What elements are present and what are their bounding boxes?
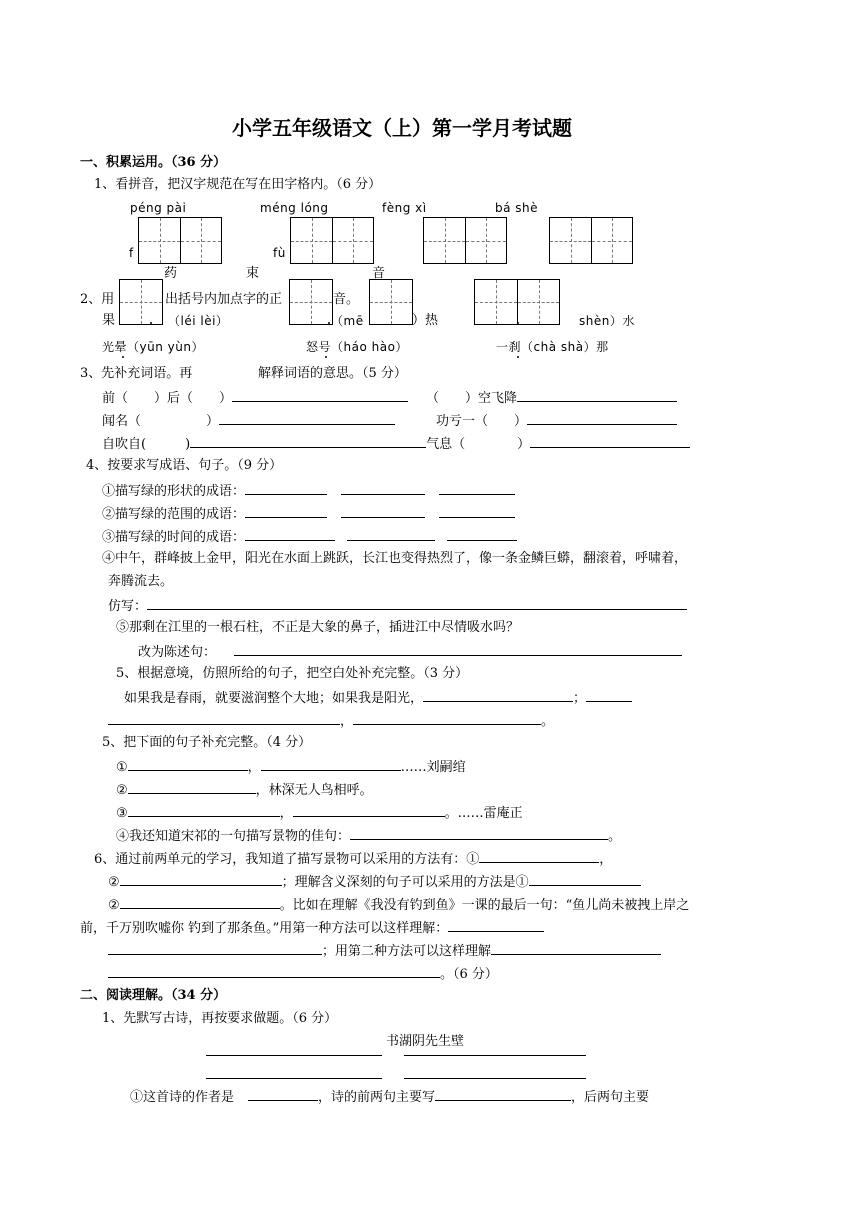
q5b-r3b: ， (279, 806, 293, 821)
q5b-prompt: 5、把下面的句子补充完整。（4 分） (102, 735, 312, 750)
q5b-r1a: ① (116, 760, 128, 775)
q4-chenshu (138, 643, 682, 661)
q6-l3b: 。比如在理解《我没有钓到鱼》一课的最后一句：“鱼儿尚未被拽上岸之 (279, 898, 690, 913)
fragment-shu: 束 (246, 266, 260, 281)
q6-line6 (108, 965, 498, 983)
tianzi-grid-8[interactable] (474, 279, 560, 325)
q4-blank-3b[interactable] (347, 528, 435, 541)
q5-blank-4[interactable] (353, 712, 541, 725)
q2-prompt-a: 2、用 (80, 292, 115, 307)
page-title: 小学五年级语文（上）第一学月考试题 (232, 116, 572, 140)
q4-item1-label: ①描写绿的形状的成语： (102, 484, 246, 499)
poem-line-2a[interactable] (206, 1078, 382, 1079)
q6-l4: 前，千万别吹嘘你 钓到了那条鱼。”用第一种方法可以这样理解： (80, 921, 449, 936)
q5-prompt: 5、根据意境，仿照所给的句子，把空白处补充完整。（3 分） (116, 666, 469, 681)
tianzi-grid-1[interactable] (138, 217, 222, 264)
tianzi-grid-6[interactable] (289, 279, 333, 325)
q6-l2a: ② (108, 875, 120, 890)
fragment-yao: 药 (164, 266, 178, 281)
q4-chenshu-label: 改为陈述句： (138, 645, 217, 660)
q6-l6: 。（6 分） (440, 967, 498, 982)
q5-line-text: 如果我是春雨，就要滋润整个大地；如果我是阳光， (124, 691, 424, 706)
q6-l1: 6、通过前两单元的学习，我知道了描写景物可以采用的方法有：① (94, 852, 480, 867)
s2-q1-prompt: 1、先默写古诗，再按要求做题。（6 分） (102, 1011, 338, 1026)
pinyin-f: f (129, 246, 134, 260)
tianzi-grid-4[interactable] (549, 217, 633, 264)
q5b-row2 (116, 781, 373, 799)
q3-r1a: 前（ ）后（ ） (102, 391, 233, 406)
s2-blank-2[interactable] (435, 1088, 571, 1101)
q5b-row3 (116, 804, 523, 822)
q5b-r3a: ③ (116, 806, 128, 821)
q6-blank-8[interactable] (108, 965, 440, 978)
q4-blank-1c[interactable] (439, 482, 515, 495)
q3-blank-1[interactable] (232, 389, 408, 402)
q4-blank-2b[interactable] (341, 505, 425, 518)
q2-dot-6 (517, 356, 519, 358)
q6-line4 (80, 919, 544, 937)
poem-line-1a[interactable] (206, 1055, 382, 1056)
q2-row1-b: （léi lèi） (168, 314, 229, 328)
q2-row1-d: ）热 (412, 313, 439, 328)
q5-blank-2[interactable] (586, 689, 632, 702)
q6-l2b: ；理解含义深刻的句子可以采用的方法是① (281, 875, 529, 890)
q5-period: 。 (541, 714, 555, 729)
q5b-blank-5[interactable] (293, 804, 445, 817)
q3-row3 (102, 435, 690, 453)
q6-l1end: ， (599, 852, 613, 867)
q2-row2-b: 怒号（háo hào） (306, 340, 408, 354)
q4-item1 (102, 482, 515, 500)
q6-line5 (108, 942, 661, 960)
q3-prompt-a: 3、先补充词语。再 (80, 366, 193, 381)
poem-line-2b[interactable] (404, 1078, 586, 1079)
q5b-r2b: ，林深无人鸟相呼。 (255, 783, 373, 798)
q4-blank-1a[interactable] (245, 482, 327, 495)
q3-row1 (102, 389, 408, 407)
q3-row2-right (436, 412, 677, 430)
q6-blank-3[interactable] (529, 873, 641, 886)
q5b-r4: ④我还知道宋祁的一句描写景物的佳句： (116, 829, 351, 844)
q2-dot-4 (122, 356, 124, 358)
q4-fangxie-blank[interactable] (147, 597, 687, 610)
q5b-blank-1[interactable] (128, 758, 248, 771)
s2-sub-b: ，诗的前两句主要写 (318, 1090, 436, 1105)
q2-row1-e: shèn）水 (579, 314, 635, 328)
q3-r2b: 功亏一（ ） (436, 414, 528, 429)
fragment-yin: 音 (372, 266, 386, 281)
q4-item3 (102, 528, 517, 546)
poem-title: 书湖阴先生壁 (386, 1034, 465, 1049)
q5b-r1b: ， (247, 760, 261, 775)
tianzi-grid-7[interactable] (369, 279, 413, 325)
q3-prompt-b: 解释词语的意思。（5 分） (258, 366, 407, 381)
q5b-row4 (116, 827, 621, 845)
q4-fangxie-label: 仿写： (108, 599, 148, 614)
q4-blank-2a[interactable] (245, 505, 327, 518)
q3-blank-6[interactable] (530, 435, 690, 448)
q3-blank-4[interactable] (527, 412, 677, 425)
q5b-r2a: ② (116, 783, 128, 798)
q5-line2 (108, 712, 554, 730)
q2-dot-3 (517, 322, 519, 324)
q4-blank-2c[interactable] (439, 505, 515, 518)
q6-l3a: ② (108, 898, 120, 913)
q2-dot-2 (328, 322, 330, 324)
q5-semi: ； (573, 691, 587, 706)
q4-item4b: 奔腾流去。 (108, 574, 174, 589)
q2-dot-5 (325, 356, 327, 358)
q3-row1-right (426, 389, 677, 407)
q3-r3b: 气息（ ） (426, 437, 531, 452)
q4-item5: ⑤那剩在江里的一根石柱，不正是大象的鼻子，插进江中尽情吸水吗？ (116, 620, 520, 635)
pinyin-4: bá shè (495, 201, 539, 215)
q4-item2-label: ②描写绿的范围的成语： (102, 507, 246, 522)
q4-blank-1b[interactable] (341, 482, 425, 495)
s2-q1-sub (130, 1088, 649, 1106)
q5b-blank-6[interactable] (350, 827, 608, 840)
q5b-row1 (116, 758, 466, 776)
pinyin-2: méng lóng (260, 201, 329, 215)
q3-r2a: 闻名（ ） (102, 414, 220, 429)
q4-prompt: 4、按要求写成语、句子。（9 分） (86, 458, 283, 473)
q5b-blank-3[interactable] (128, 781, 256, 794)
q5-comma: ， (340, 714, 354, 729)
q3-blank-2[interactable] (517, 389, 677, 402)
q5b-blank-4[interactable] (128, 804, 280, 817)
q3-row2 (102, 412, 395, 430)
q4-blank-3a[interactable] (245, 528, 335, 541)
q4-fangxie (108, 597, 687, 615)
q5-blank-3[interactable] (108, 712, 340, 725)
q6-line1 (94, 850, 612, 868)
q6-blank-4[interactable] (120, 896, 280, 909)
q6-line3 (108, 896, 689, 914)
tianzi-grid-2[interactable] (290, 217, 374, 264)
s2-sub-c: ，后两句主要 (571, 1090, 650, 1105)
pinyin-3: fèng xì (382, 201, 427, 215)
q6-l5: ；用第二种方法可以这样理解 (322, 944, 492, 959)
pinyin-fu: fù (273, 246, 286, 260)
pinyin-1: péng pài (130, 201, 187, 215)
q2-row2-c: 一刹（chà shà）那 (496, 340, 609, 354)
section-heading-1: 一、积累运用。（36 分） (80, 155, 227, 170)
q2-prompt-c: 音。 (333, 292, 360, 307)
q5-blank-1[interactable] (423, 689, 573, 702)
q2-prompt-b: 出括号内加点字的正 (165, 292, 283, 307)
q5b-r1c: ……刘嗣绾 (400, 760, 466, 775)
q3-blank-3[interactable] (219, 412, 395, 425)
q5b-blank-2[interactable] (261, 758, 401, 771)
section-heading-2: 二、阅读理解。（34 分） (80, 988, 227, 1003)
poem-line-1b[interactable] (404, 1055, 586, 1056)
q6-blank-2[interactable] (120, 873, 282, 886)
q5b-r4end: 。 (608, 829, 622, 844)
q4-item3-label: ③描写绿的时间的成语： (102, 530, 246, 545)
tianzi-grid-3[interactable] (423, 217, 507, 264)
s2-blank-1[interactable] (248, 1088, 318, 1101)
q6-blank-5[interactable] (448, 919, 544, 932)
q4-item4a: ④中午，群峰披上金甲，阳光在水面上跳跃，长江也变得热烈了，像一条金鳞巨蟒，翻滚着，呼啸着， (102, 551, 688, 566)
q6-line2 (108, 873, 641, 891)
q5-line1 (124, 689, 632, 707)
q6-blank-1[interactable] (479, 850, 599, 863)
q3-r1b: （ ）空飞降 (426, 391, 518, 406)
q2-row2-a: 光晕（yūn yùn） (102, 340, 204, 354)
q3-r3a: 自吹自( ) (102, 437, 191, 452)
q2-row1-c: （mē (331, 314, 364, 328)
q3-blank-5[interactable] (190, 435, 426, 448)
q4-item2 (102, 505, 515, 523)
q1-prompt: 1、看拼音，把汉字规范在写在田字格内。（6 分） (94, 177, 382, 192)
q6-blank-6[interactable] (108, 942, 322, 955)
q4-blank-3c[interactable] (447, 528, 517, 541)
tianzi-grid-5[interactable] (119, 279, 163, 325)
q2-row1-a: 果 (102, 313, 116, 328)
q6-blank-7[interactable] (491, 942, 661, 955)
q4-chenshu-blank[interactable] (234, 643, 682, 656)
s2-sub-a: ①这首诗的作者是 (130, 1090, 235, 1105)
q5b-r3c: 。……雷庵正 (444, 806, 523, 821)
q2-dot-1 (150, 322, 152, 324)
